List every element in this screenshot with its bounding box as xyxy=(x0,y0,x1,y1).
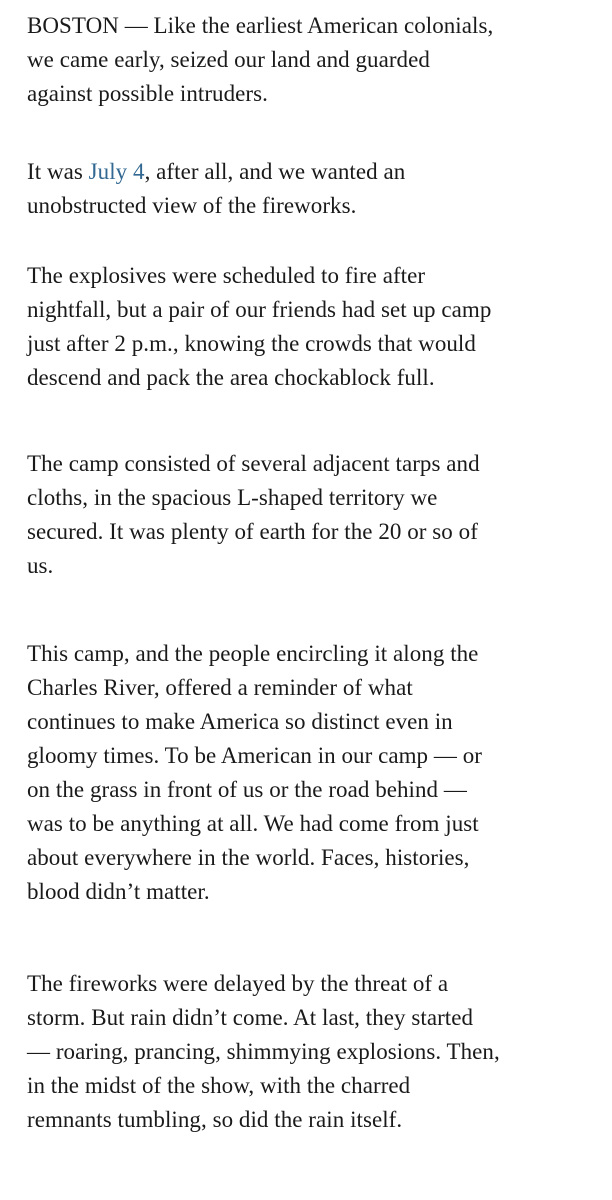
text-line: secured. It was plenty of earth for the 20 or so of xyxy=(27,519,478,544)
text-line: unobstructed view of the fireworks. xyxy=(27,193,357,218)
text-line: just after 2 p.m., knowing the crowds that would xyxy=(27,331,476,356)
text-line: about everywhere in the world. Faces, histories, xyxy=(27,845,470,870)
text-line: blood didn’t matter. xyxy=(27,879,210,904)
text-line: against possible intruders. xyxy=(27,81,268,106)
text-line: storm. But rain didn’t come. At last, they started xyxy=(27,1005,474,1030)
paragraph-2 xyxy=(27,155,597,223)
text-line: descend and pack the area chockablock full. xyxy=(27,365,435,390)
text-line: on the grass in front of us or the road behind — xyxy=(27,777,467,802)
text-line: was to be anything at all. We had come from just xyxy=(27,811,479,836)
text-line: The camp consisted of several adjacent tarps and xyxy=(27,451,480,476)
text-line: we came early, seized our land and guarded xyxy=(27,47,430,72)
text-line: us. xyxy=(27,553,54,578)
paragraph-3 xyxy=(27,259,597,395)
text-line xyxy=(27,155,597,189)
text-line: in the midst of the show, with the charred xyxy=(27,1073,411,1098)
text-line: Charles River, offered a reminder of what xyxy=(27,675,413,700)
text-line: nightfall, but a pair of our friends had set up camp xyxy=(27,297,492,322)
paragraph-6 xyxy=(27,967,597,1137)
text-line: continues to make America so distinct even in xyxy=(27,709,453,734)
paragraph-5 xyxy=(27,637,597,909)
text-line: The explosives were scheduled to fire after xyxy=(27,263,426,288)
paragraph-1 xyxy=(27,9,597,111)
paragraph-4 xyxy=(27,447,597,583)
text-line: The fireworks were delayed by the threat of a xyxy=(27,971,449,996)
text-line: gloomy times. To be American in our camp — or xyxy=(27,743,483,768)
text-segment: It was xyxy=(27,159,89,184)
text-line: This camp, and the people encircling it along the xyxy=(27,641,479,666)
text-line: — roaring, prancing, shimmying explosions. Then, xyxy=(27,1039,500,1064)
text-segment: , after all, and we wanted an xyxy=(144,159,406,184)
july-4-link[interactable]: July 4 xyxy=(88,159,145,184)
text-line: cloths, in the spacious L-shaped territory we xyxy=(27,485,438,510)
text-line: BOSTON — Like the earliest American colonials, xyxy=(27,13,494,38)
text-line: remnants tumbling, so did the rain itself. xyxy=(27,1107,403,1132)
